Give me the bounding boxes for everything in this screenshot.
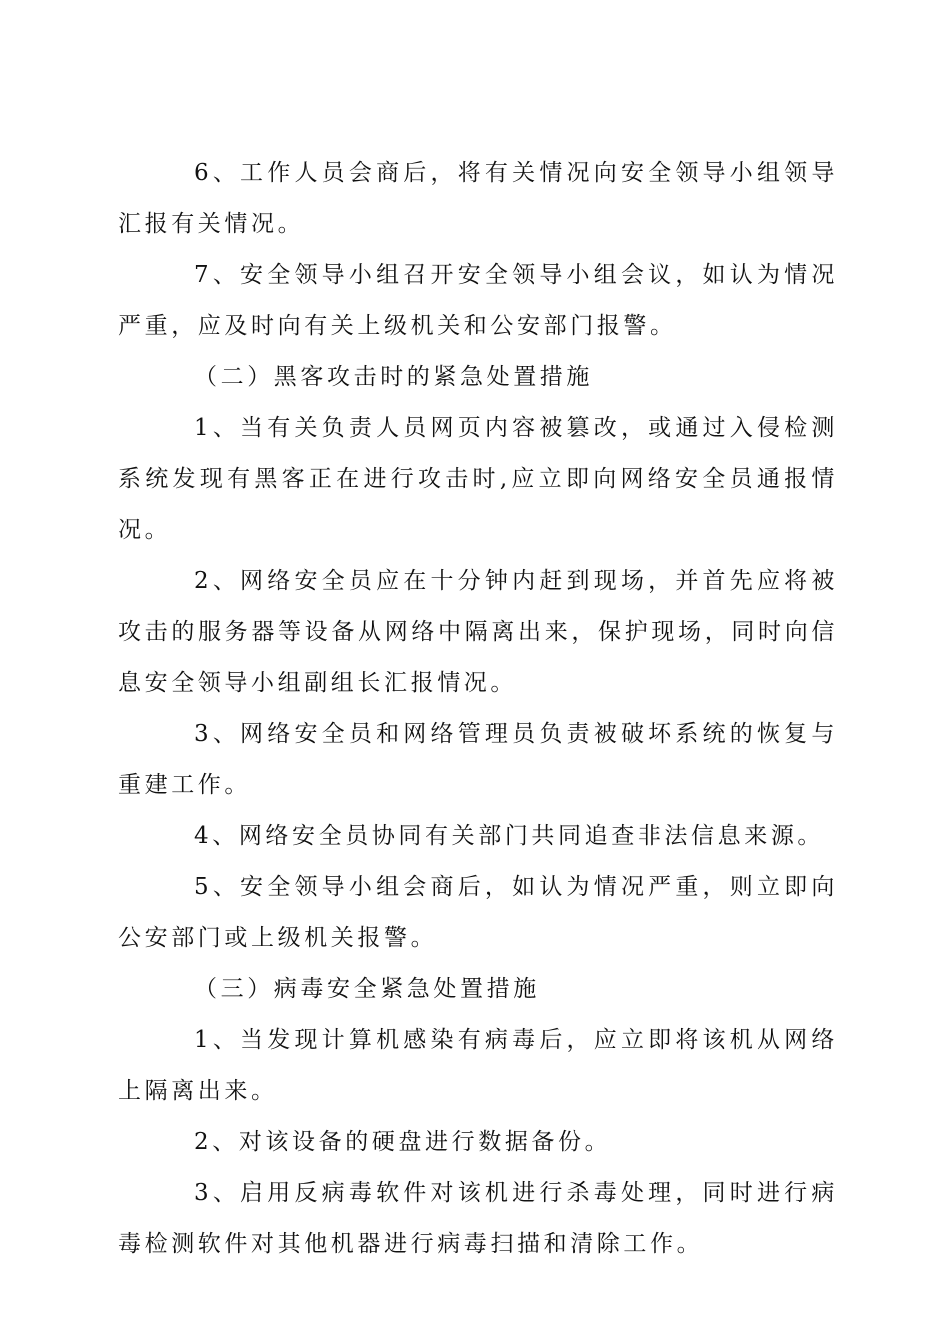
paragraph-hacker-item-5: 5、安全领导小组会商后，如认为情况严重，则立即向公安部门或上级机关报警。 [118,874,838,951]
paragraph-virus-item-1: 1、当发现计算机感染有病毒后，应立即将该机从网络上隔离出来。 [118,1027,838,1104]
paragraph-hacker-item-3: 3、网络安全员和网络管理员负责被破坏系统的恢复与重建工作。 [118,721,838,798]
paragraph-hacker-item-2: 2、网络安全员应在十分钟内赶到现场，并首先应将被攻击的服务器等设备从网络中隔离出来，保护现场，同时向信息安全领导小组副组长汇报情况。 [118,568,838,696]
section-heading-virus: （三）病毒安全紧急处置措施 [194,976,540,1002]
paragraph-virus-item-2: 2、对该设备的硬盘进行数据备份。 [194,1129,612,1155]
paragraph-item-7: 7、安全领导小组召开安全领导小组会议，如认为情况严重，应及时向有关上级机关和公安部门报警。 [118,262,838,339]
paragraph-hacker-item-4: 4、网络安全员协同有关部门共同追查非法信息来源。 [194,823,825,849]
section-heading-hacker-attack: （二）黑客攻击时的紧急处置措施 [194,364,593,390]
paragraph-virus-item-3: 3、启用反病毒软件对该机进行杀毒处理，同时进行病毒检测软件对其他机器进行病毒扫描和清除工作。 [118,1180,838,1257]
document-body [118,148,838,1270]
paragraph-hacker-item-1: 1、当有关负责人员网页内容被篡改，或通过入侵检测系统发现有黑客正在进行攻击时,应立即向网络安全员通报情况。 [118,415,838,543]
paragraph-item-6: 6、工作人员会商后，将有关情况向安全领导小组领导汇报有关情况。 [118,160,838,237]
